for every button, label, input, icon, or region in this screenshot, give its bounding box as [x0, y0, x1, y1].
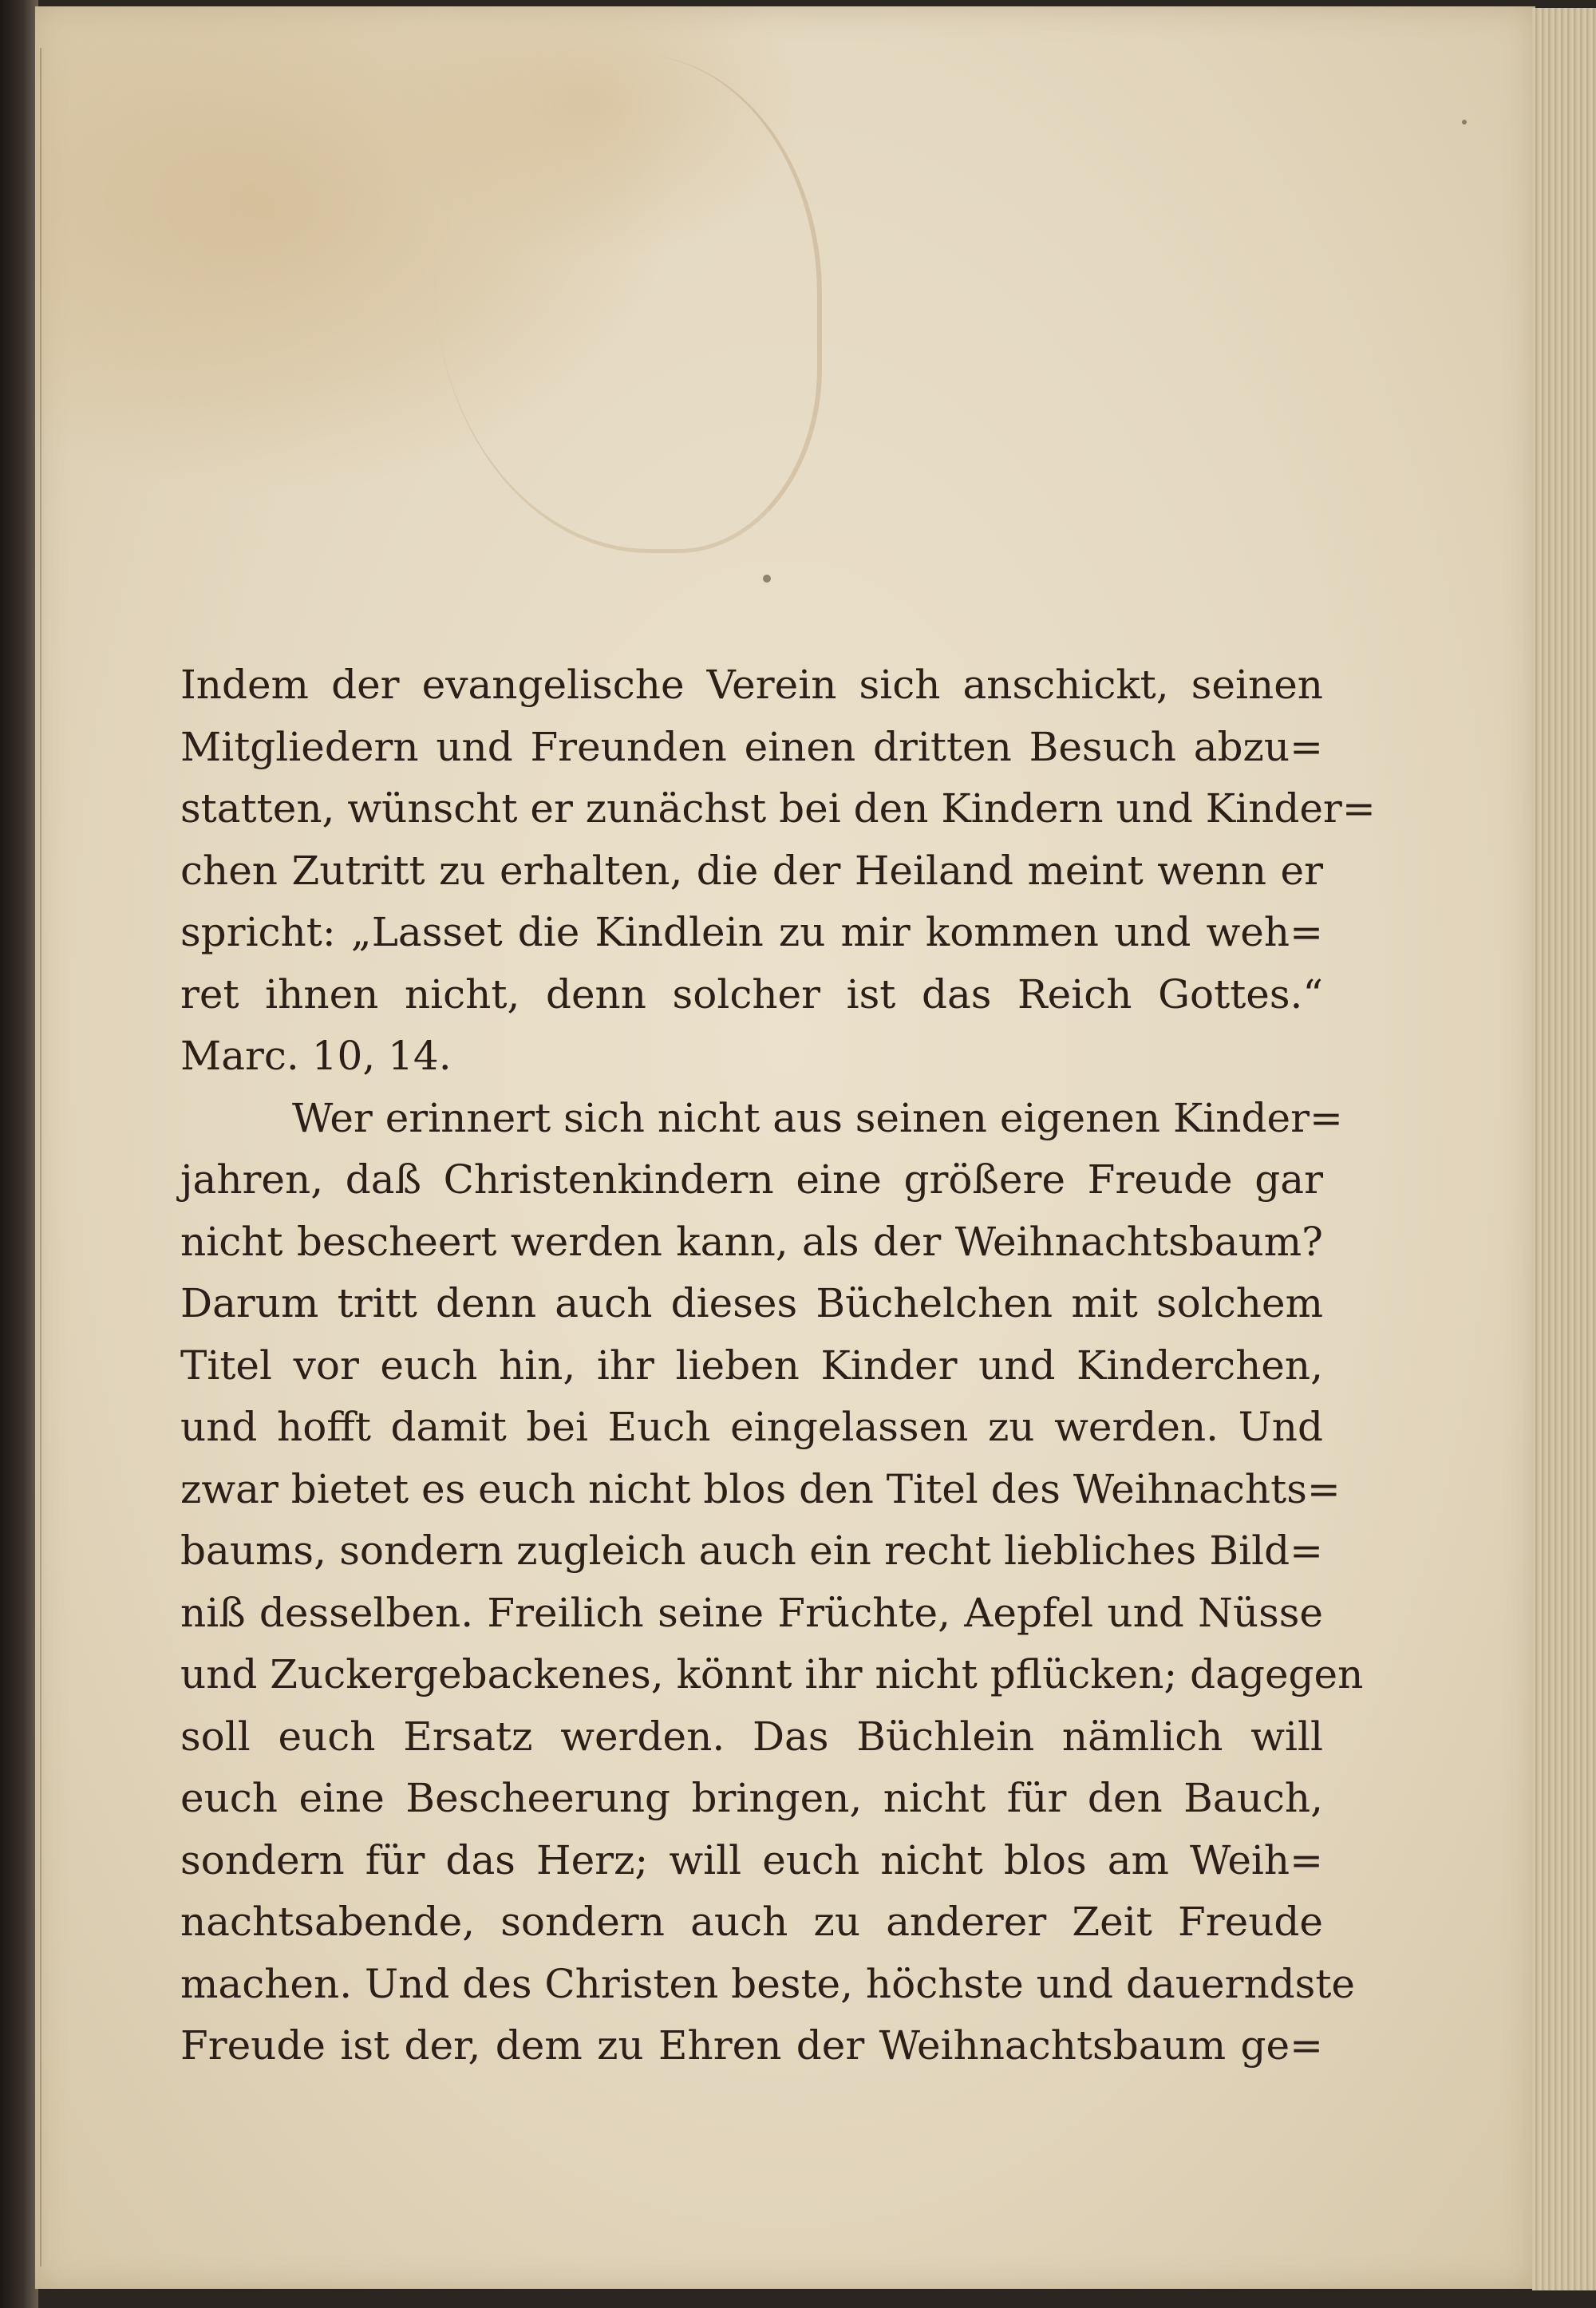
text-line: Marc. 10, 14. [180, 1033, 452, 1079]
text-line: Mitgliedern und Freunden einen dritten Besuch abzu= [180, 723, 1323, 770]
ink-speck [763, 575, 771, 583]
text-line: und Zuckergebackenes, könnt ihr nicht pflücken; dagegen [180, 1651, 1364, 1697]
water-stain-edge [434, 54, 822, 553]
text-line: Freude ist der, dem zu Ehren der Weihnachtsbaum ge= [180, 2022, 1323, 2069]
text-line: baums, sondern zugleich auch ein recht liebliches Bild= [180, 1527, 1323, 1574]
text-line: nachtsabende, sondern auch zu anderer Zeit Freude [180, 1899, 1323, 1945]
text-line: euch eine Bescheerung bringen, nicht für den Bauch, [180, 1775, 1323, 1821]
text-line: spricht: „Lasset die Kindlein zu mir kommen und weh= [180, 909, 1323, 955]
left-page-edge [0, 0, 38, 2308]
water-stain [35, 6, 801, 613]
text-line: sondern für das Herz; will euch nicht blos am Weih= [180, 1836, 1323, 1883]
text-line: chen Zutritt zu erhalten, die der Heiland meint wenn er [180, 847, 1323, 894]
text-line: nicht bescheert werden kann, als der Weihnachtsbaum? [180, 1218, 1323, 1265]
page-stack-edge [1532, 8, 1596, 2290]
text-line: Wer erinnert sich nicht aus seinen eigenen Kinder= [292, 1094, 1343, 1141]
text-line: und hofft damit bei Euch eingelassen zu werden. Und [180, 1404, 1323, 1450]
text-line: zwar bietet es euch nicht blos den Titel des Weihnachts= [180, 1465, 1341, 1512]
main-text [180, 654, 1376, 2077]
text-line: soll euch Ersatz werden. Das Büchlein nämlich will [180, 1713, 1323, 1760]
text-line: Titel vor euch hin, ihr lieben Kinder und Kinderchen, [180, 1342, 1323, 1389]
text-line: statten, wünscht er zunächst bei den Kindern und Kinder= [180, 785, 1376, 832]
text-line: machen. Und des Christen beste, höchste und dauerndste [180, 1960, 1356, 2007]
text-line: niß desselben. Freilich seine Früchte, Aepfel und Nüsse [180, 1589, 1323, 1636]
paragraph-1 [180, 654, 1376, 1088]
text-line: Darum tritt denn auch dieses Büchelchen mit solchem [180, 1280, 1323, 1326]
text-line: ret ihnen nicht, denn solcher ist das Reich Gottes.“ [180, 970, 1323, 1018]
page-gutter-line [40, 48, 41, 2267]
paragraph-2 [180, 1088, 1364, 2077]
ink-speck [1462, 120, 1467, 124]
text-line: jahren, daß Christenkindern eine größere Freude gar [180, 1156, 1323, 1203]
text-line: Indem der evangelische Verein sich anschickt, seinen [180, 662, 1323, 708]
